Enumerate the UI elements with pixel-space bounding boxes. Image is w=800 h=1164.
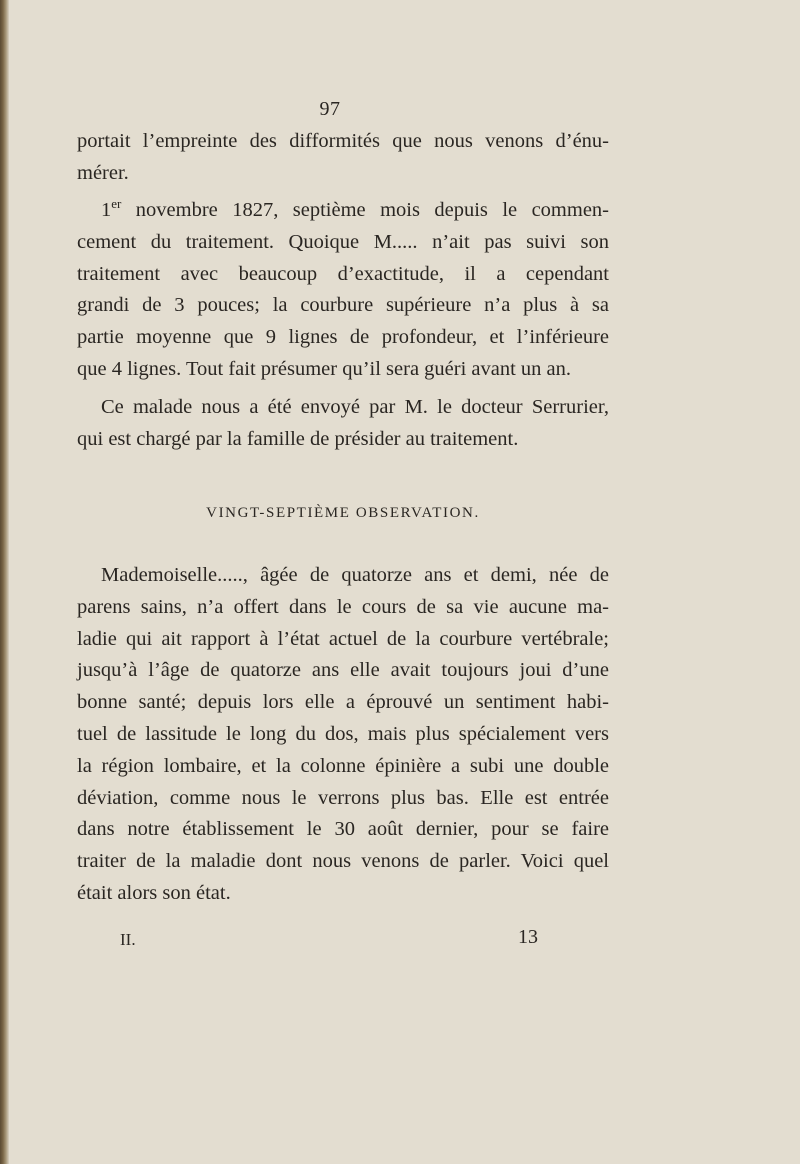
section-heading: VINGT-SEPTIÈME OBSERVATION. — [206, 505, 480, 521]
text-line: que 4 lignes. Tout fait présumer qu’il sera guéri avant un an. — [77, 357, 572, 380]
sheet-number: 13 — [518, 926, 538, 948]
text-line: dans notre établissement le 30 août dernier, pour se faire — [77, 818, 609, 841]
page-binding-edge — [0, 0, 9, 1164]
text-line: était alors son état. — [77, 881, 231, 904]
text-line: traitement avec beaucoup d’exactitude, il a cependant — [77, 262, 609, 285]
text-fragment: novembre 1827, septième mois depuis le commen- — [121, 199, 609, 221]
paragraph-dated-entry — [77, 195, 609, 386]
text-line: ladie qui ait rapport à l’état actuel de la courbure vertébrale; — [77, 627, 609, 650]
text-line: parens sains, n’a offert dans le cours de sa vie aucune ma- — [77, 595, 609, 618]
text-line: mérer. — [77, 161, 129, 184]
text-line: jusqu’à l’âge de quatorze ans elle avait toujours joui d’une — [77, 659, 609, 682]
date-ordinal: er — [111, 196, 122, 211]
text-line: déviation, comme nous le verrons plus bas. Elle est entrée — [77, 786, 609, 809]
page-number: 97 — [319, 98, 341, 120]
paragraph-referral — [77, 392, 609, 456]
text-line: Mademoiselle....., âgée de quatorze ans et demi, née de — [101, 564, 609, 586]
paragraph-observation — [77, 560, 609, 910]
signature-mark: II. — [120, 930, 136, 949]
text-line: qui est chargé par la famille de présider au traitement. — [77, 427, 519, 450]
text-line: la région lombaire, et la colonne épinière a subi une double — [77, 754, 609, 777]
text-line: partie moyenne que 9 lignes de profondeur, et l’inférieure — [77, 326, 609, 349]
text-line: Ce malade nous a été envoyé par M. le docteur Serrurier, — [101, 396, 609, 418]
text-line: cement du traitement. Quoique M..... n’ait pas suivi son — [77, 230, 609, 253]
text-line: grandi de 3 pouces; la courbure supérieure n’a plus à sa — [77, 294, 609, 317]
text-line — [77, 195, 609, 227]
paragraph-continuation — [77, 126, 609, 190]
text-line: tuel de lassitude le long du dos, mais plus spécialement vers — [77, 722, 609, 745]
date-day: 1 — [101, 199, 112, 221]
text-line: bonne santé; depuis lors elle a éprouvé un sentiment habi- — [77, 691, 609, 714]
text-line: traiter de la maladie dont nous venons de parler. Voici quel — [77, 850, 609, 873]
text-line: portait l’empreinte des difformités que nous venons d’énu- — [77, 130, 609, 152]
